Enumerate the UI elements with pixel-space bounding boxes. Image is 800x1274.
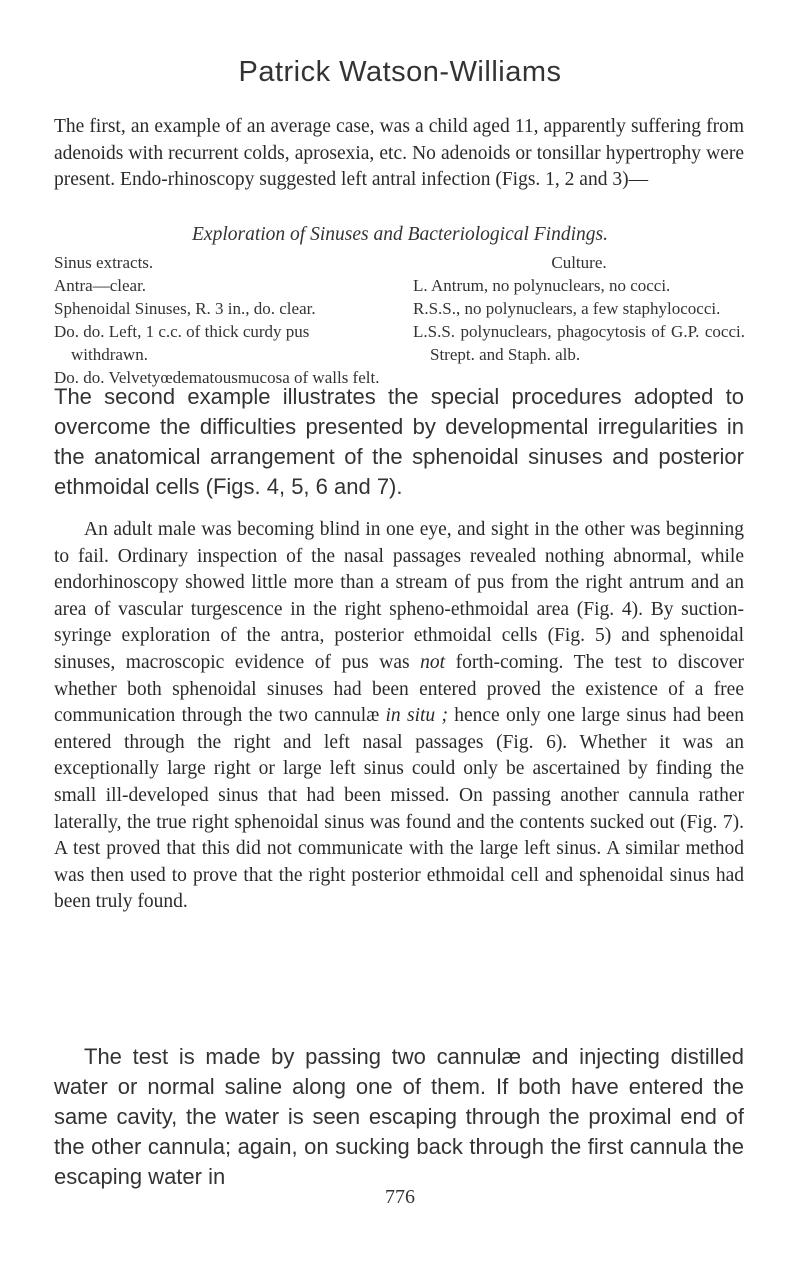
table-title: Exploration of Sinuses and Bacteriological Findings.	[192, 224, 608, 245]
culture-entry: L.S.S. polynuclears, phagocytosis of G.P. cocci. Strept. and Staph. alb.	[413, 322, 745, 364]
culture-heading: Culture.	[551, 253, 607, 272]
sinus-extracts-column	[54, 251, 388, 389]
paragraph-second-example: The second example illustrates the special procedures adopted to overcome the difficulties presented by developmental irregularities in the anatomical arrangement of the sphenoidal sinuses and posterior ethmoidal cells (Figs. 4, 5, 6 and 7).	[54, 384, 744, 499]
text-segment: An adult male was becoming blind in one eye, and sight in the other was beginning to fail. Ordinary inspection of the nasal passages revealed nothing abnormal, while endorhinoscopy showed little more than a stream of pus from the right antrum and an area of vascular turgescence in the right spheno-ethmoidal area (Fig. 4). By suction-syringe exploration of the antra, posterior ethmoidal cells (Fig. 5) and sphenoidal sinuses, macroscopic evidence of pus was	[54, 519, 744, 673]
page-number: 776	[385, 1186, 415, 1208]
paragraph-test-method: The test is made by passing two cannulæ and injecting distilled water or normal saline along one of them. If both have entered the same cavity, the water is seen escaping through the proximal end of the other cannula; again, on sucking back through the first cannula the escaping water in	[54, 1044, 744, 1189]
sinus-extract-entry: Do. do. Left, 1 c.c. of thick curdy pus withdrawn.	[54, 322, 310, 364]
sinus-extract-entry: Do. do. Velvetyœdematousmucosa of walls felt.	[54, 368, 380, 387]
running-header: Patrick Watson-Williams	[238, 56, 562, 88]
paragraph-case-description	[54, 517, 744, 916]
sinus-extracts-heading: Sinus extracts.	[54, 253, 154, 272]
culture-column	[413, 251, 745, 366]
paragraph-first-case: The first, an example of an average case, was a child aged 11, apparently suffering from adenoids with recurrent colds, aprosexia, etc. No adenoids or tonsillar hypertrophy were present. Endo-rhinoscopy suggested left antral infection (Figs. 1, 2 and 3)—	[54, 116, 744, 190]
sinus-extract-entry: Sphenoidal Sinuses, R. 3 in., do. clear.	[54, 299, 316, 318]
emphasis-in-situ: in situ ;	[385, 705, 448, 727]
text-segment: hence only one large sinus had been entered through the right and left nasal passages (Fig. 6). Whether it was an exceptionally large right or large left sinus could only be ascertained by finding the small ill-developed sinus that had been missed. On passing another cannula rather laterally, the true right sphenoidal sinus was found and the contents sucked out (Fig. 7). A test proved that this did not communicate with the large left sinus. A similar method was then used to prove that the right posterior ethmoidal cell and sphenoidal sinus had been truly found.	[54, 705, 744, 913]
sinus-extract-entry: Antra—clear.	[54, 276, 147, 295]
text-segment: forth-coming. The test to discover whether both sphenoidal sinuses had been entered proved the existence of a free communication through the two cannulæ	[54, 651, 744, 727]
emphasis-not: not	[420, 651, 446, 673]
culture-entry: R.S.S., no polynuclears, a few staphylococci.	[413, 299, 721, 318]
culture-entry: L. Antrum, no polynuclears, no cocci.	[413, 276, 671, 295]
